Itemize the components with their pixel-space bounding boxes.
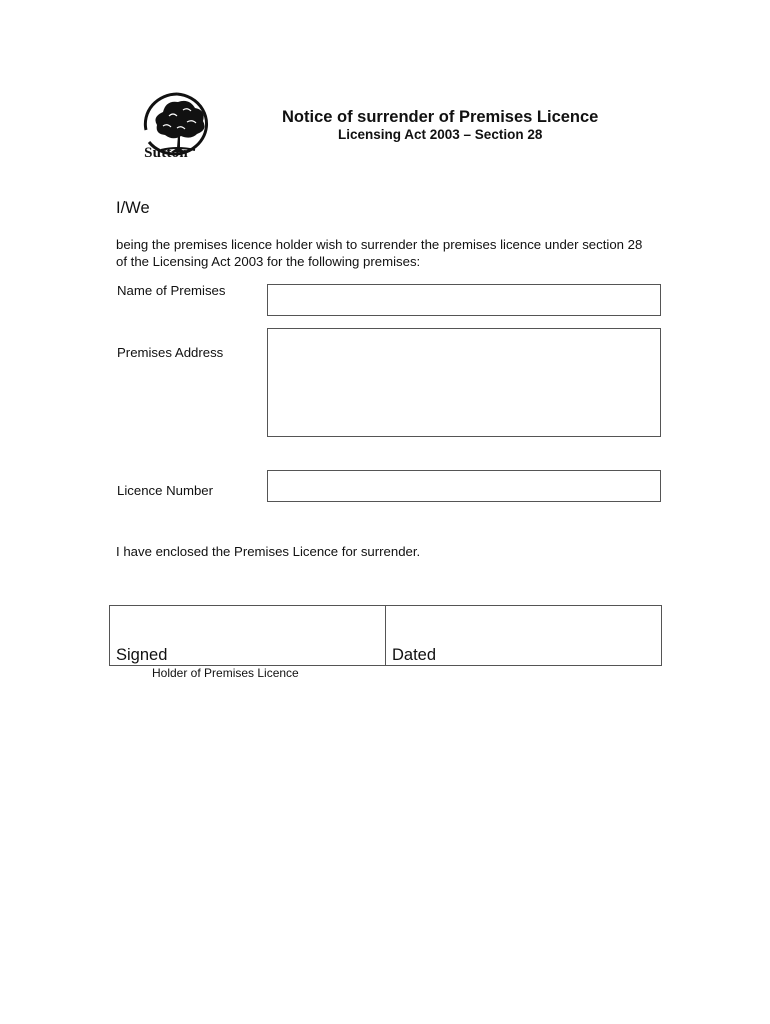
document-title: Notice of surrender of Premises Licence — [282, 108, 599, 126]
signature-table — [109, 605, 662, 666]
enclosure-statement: I have enclosed the Premises Licence for surrender. — [116, 544, 421, 559]
council-logo — [133, 90, 221, 166]
document-subtitle: Licensing Act 2003 – Section 28 — [338, 127, 543, 142]
signed-label: Signed — [116, 646, 168, 664]
logo-wordmark: Sutton — [144, 145, 188, 161]
date-cell[interactable] — [386, 606, 661, 665]
signature-cell[interactable] — [110, 606, 386, 665]
premises-name-label: Name of Premises — [117, 283, 226, 298]
dated-label: Dated — [392, 646, 437, 664]
premises-address-field[interactable] — [267, 328, 661, 437]
licence-number-field[interactable] — [267, 470, 661, 502]
licence-number-label: Licence Number — [117, 483, 214, 498]
premises-name-field[interactable] — [267, 284, 661, 316]
surrender-statement: being the premises licence holder wish to surrender the premises licence under section 28 of the Licensing Act 2003 for the following premises: — [116, 237, 643, 269]
holder-caption: Holder of Premises Licence — [152, 666, 299, 680]
premises-address-label: Premises Address — [117, 345, 224, 360]
applicant-label: I/We — [116, 199, 150, 217]
